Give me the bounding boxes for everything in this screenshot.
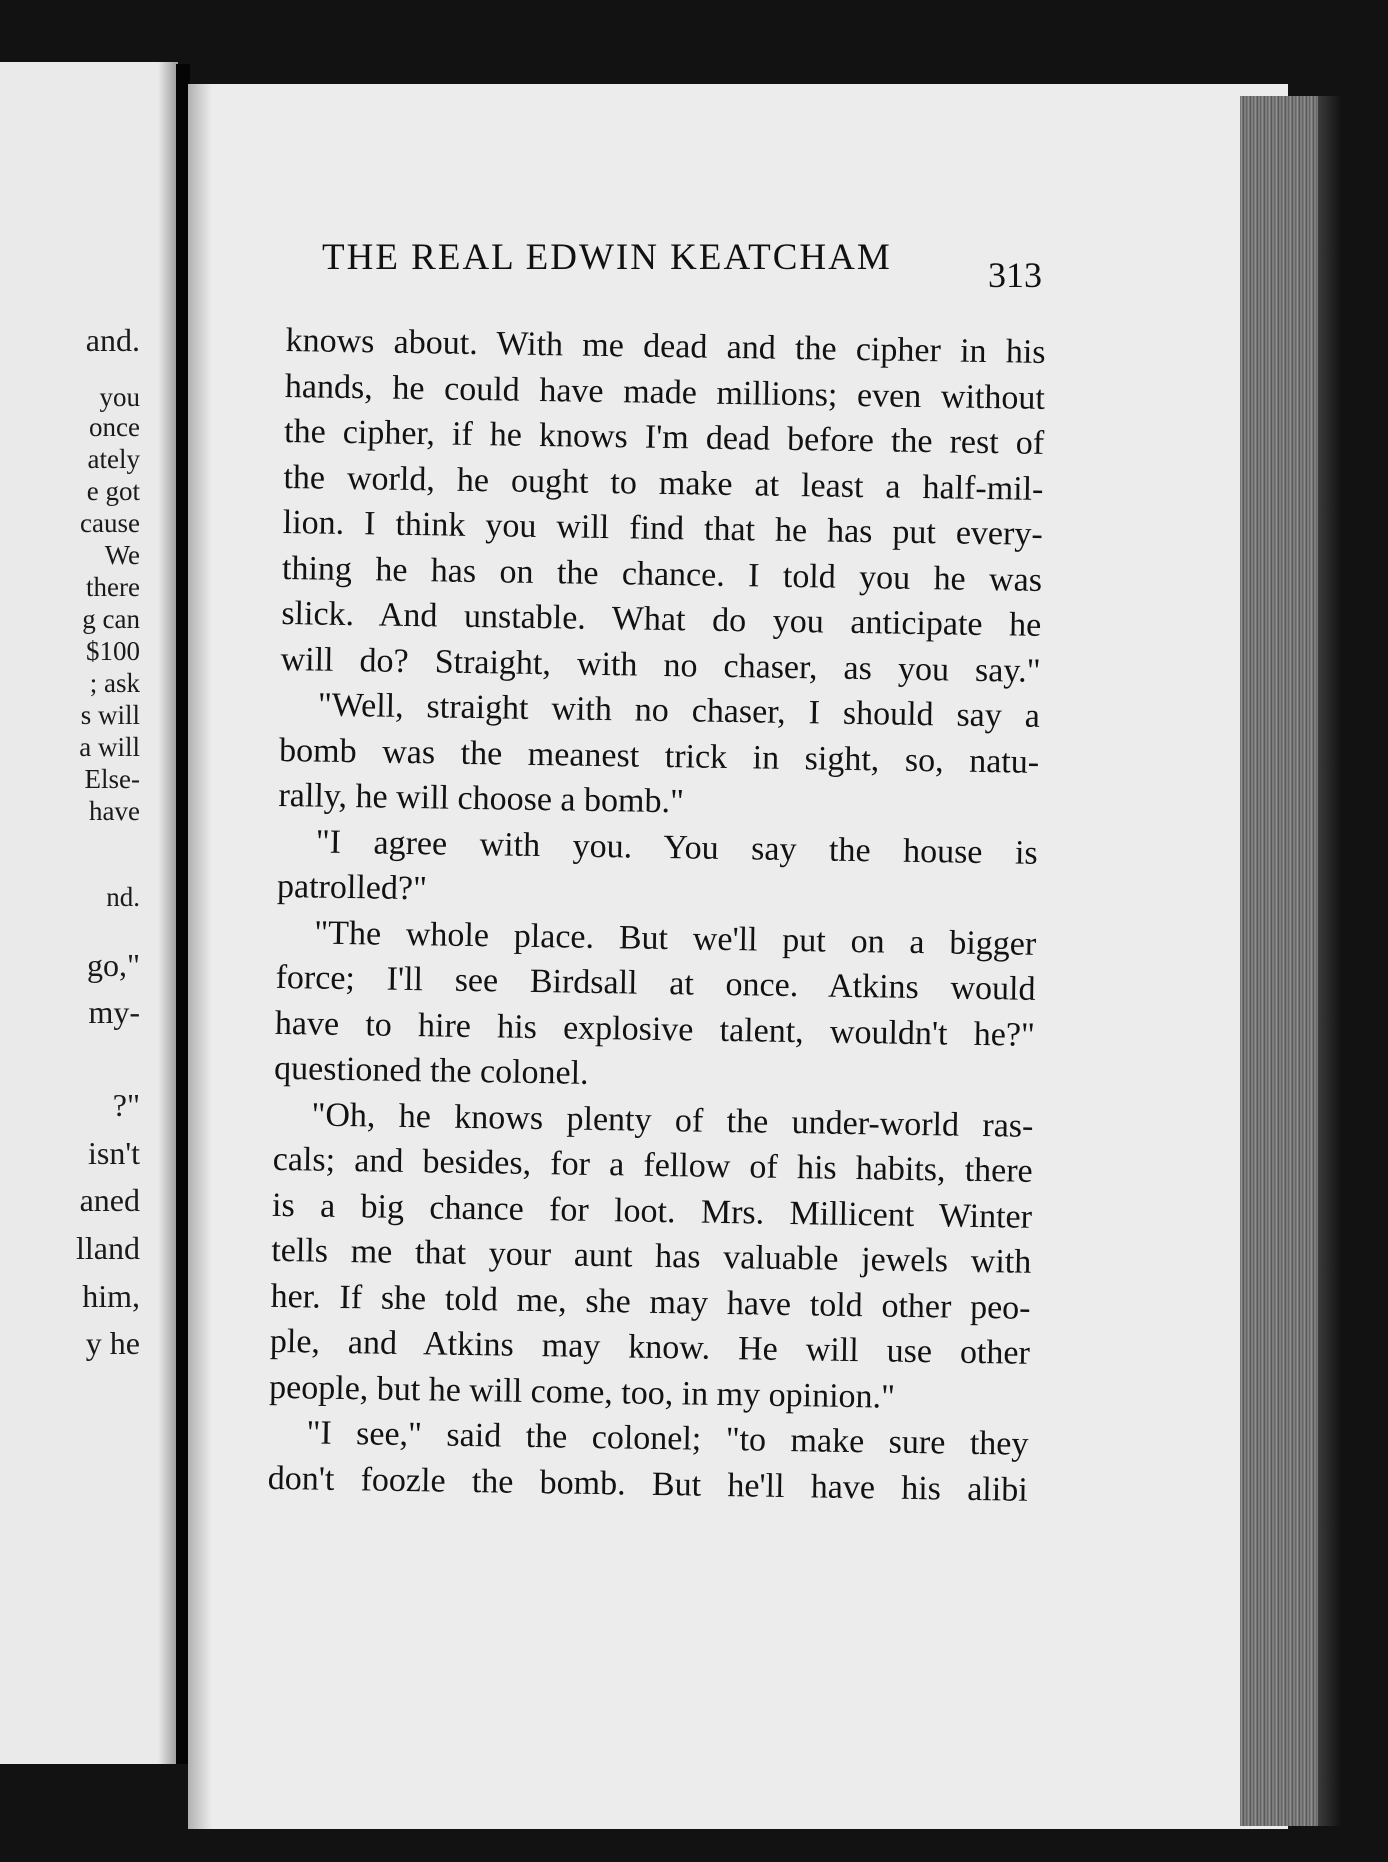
text-line: bomb was the meanest trick in sight, so, natu- — [278, 731, 1040, 781]
text-line: tells me that your aunt has valuable jewels with — [271, 1231, 1032, 1281]
left-fragment: s will — [80, 700, 140, 730]
left-fragment: isn't — [88, 1135, 140, 1171]
text-line: lion. I think you will find that he has put every- — [282, 503, 1043, 553]
page-edge-shadow — [1318, 96, 1340, 1826]
text-line: don't foozle the bomb. But he'll have his alibi — [267, 1459, 1028, 1509]
text-line: will do? Straight, with no chaser, as you say." — [280, 640, 1041, 690]
text-line: hands, he could have made millions; even without — [284, 367, 1046, 417]
left-fragment: Else- — [84, 764, 140, 794]
text-line: "The whole place. But we'll put on a bigger — [314, 914, 1037, 963]
text-line: patrolled?" — [276, 867, 428, 908]
inner-shadow — [188, 84, 212, 1829]
left-fragment: lland — [76, 1230, 140, 1266]
page-number: 313 — [988, 255, 1042, 295]
left-fragment: ately — [87, 444, 140, 474]
text-line: have to hire his explosive talent, wouldn't he?" — [274, 1004, 1036, 1054]
left-fragment: ; ask — [89, 668, 140, 698]
left-fragment: nd. — [106, 882, 140, 912]
text-line: is a big chance for loot. Mrs. Millicent Winter — [271, 1186, 1033, 1236]
left-fragment: and. — [85, 322, 140, 358]
left-fragment: him, — [82, 1278, 140, 1314]
text-line: force; I'll see Birdsall at once. Atkins would — [275, 958, 1036, 1008]
page-edges — [1240, 96, 1340, 1826]
text-line: cals; and besides, for a fellow of his habits, there — [272, 1140, 1033, 1190]
text-line: thing he has on the chance. I told you he was — [281, 549, 1043, 599]
left-fragment: you — [99, 382, 140, 412]
text-line: her. If she told me, she may have told other peo- — [270, 1277, 1031, 1327]
text-line: "I see," said the colonel; "to make sure they — [306, 1414, 1029, 1463]
left-fragment: e got — [86, 476, 140, 506]
left-fragment: y he — [85, 1325, 140, 1361]
left-fragment: there — [86, 572, 140, 602]
left-fragment: once — [89, 412, 140, 442]
text-line: knows about. With me dead and the cipher in his — [285, 321, 1046, 371]
left-fragment: cause — [80, 508, 140, 538]
left-fragment: We — [104, 540, 140, 570]
left-fragment: ?" — [112, 1087, 140, 1123]
left-fragment: have — [89, 796, 140, 826]
left-fragment: go," — [86, 947, 140, 983]
text-line: rally, he will choose a bomb." — [278, 776, 685, 821]
left-fragment: my- — [88, 994, 140, 1030]
text-line: "Oh, he knows plenty of the under-world ras- — [311, 1096, 1034, 1145]
text-line: slick. And unstable. What do you anticipate he — [281, 594, 1042, 644]
text-line: the world, he ought to make at least a half-mil- — [283, 458, 1044, 508]
text-line: the cipher, if he knows I'm dead before the rest of — [283, 412, 1045, 462]
running-head: THE REAL EDWIN KEATCHAM — [322, 237, 892, 278]
left-fragment: $100 — [86, 636, 140, 666]
body-text — [267, 318, 1045, 1513]
left-fragment: a will — [79, 732, 140, 762]
gutter-shadow — [158, 62, 178, 1764]
left-fragment: aned — [79, 1182, 140, 1218]
text-line: "I agree with you. You say the house is — [315, 823, 1038, 872]
text-line: "Well, straight with no chaser, I should say a — [317, 686, 1041, 735]
left-fragment: g can — [82, 604, 140, 634]
left-facing-page — [0, 62, 178, 1764]
text-line: questioned the colonel. — [273, 1049, 589, 1092]
text-line: ple, and Atkins may know. He will use other — [269, 1322, 1031, 1372]
text-line: people, but he will come, too, in my opinion." — [268, 1368, 896, 1416]
